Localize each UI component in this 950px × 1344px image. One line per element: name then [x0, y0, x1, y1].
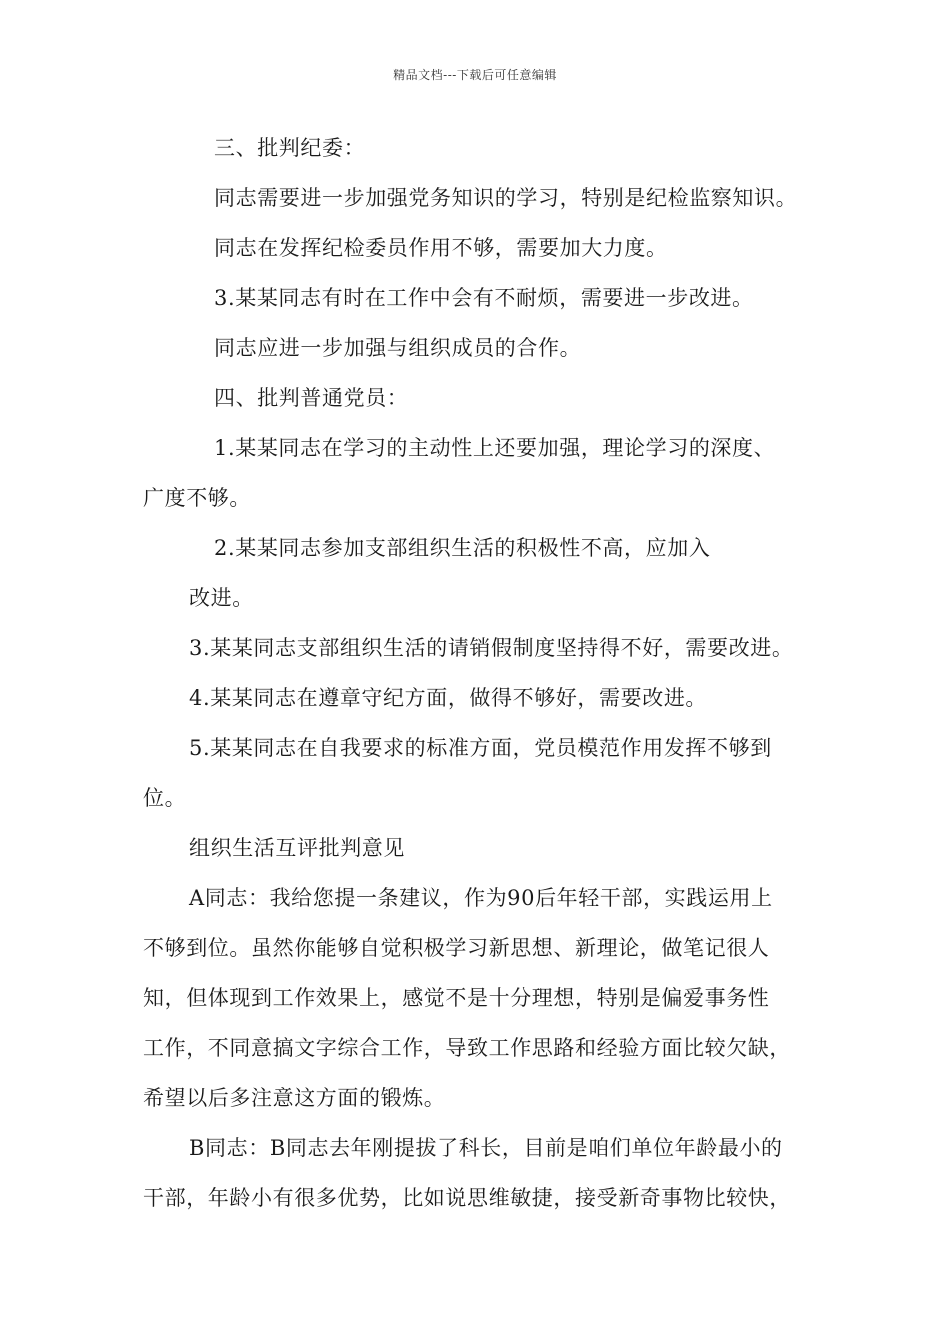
subsection-title: 组织生活互评批判意见: [189, 836, 405, 860]
paragraph-line: 3.某某同志有时在工作中会有不耐烦，需要进一步改进。: [214, 286, 754, 310]
section-heading-discipline: 三、批判纪委：: [214, 136, 366, 160]
paragraph-line: 2.某某同志参加支部组织生活的积极性不高，应加入: [214, 536, 711, 560]
paragraph-line: 广度不够。: [143, 486, 251, 510]
paragraph-line: A同志：我给您提一条建议，作为90后年轻干部，实践运用上: [189, 886, 773, 910]
paragraph-line: 3.某某同志支部组织生活的请销假制度坚持得不好，需要改进。: [189, 636, 794, 660]
paragraph-line: 4.某某同志在遵章守纪方面，做得不够好，需要改进。: [189, 686, 708, 710]
paragraph-line: 1.某某同志在学习的主动性上还要加强，理论学习的深度、: [214, 436, 776, 460]
paragraph-line: 位。: [143, 786, 187, 810]
paragraph-line: B同志：B同志去年刚提拔了科长，目前是咱们单位年龄最小的: [189, 1136, 783, 1160]
section-heading-members: 四、批判普通党员：: [214, 386, 409, 410]
page-header: 精品文档---下载后可任意编辑: [393, 68, 557, 82]
paragraph-line: 干部，年龄小有很多优势，比如说思维敏捷，接受新奇事物比较快，: [143, 1186, 791, 1210]
paragraph-line: 改进。: [189, 586, 254, 610]
paragraph-line: 同志需要进一步加强党务知识的学习，特别是纪检监察知识。: [214, 186, 798, 210]
paragraph-line: 5.某某同志在自我要求的标准方面，党员模范作用发挥不够到: [189, 736, 772, 760]
paragraph-line: 不够到位。虽然你能够自觉积极学习新思想、新理论，做笔记很人: [143, 936, 770, 960]
paragraph-line: 知，但体现到工作效果上，感觉不是十分理想，特别是偏爱事务性: [143, 986, 770, 1010]
paragraph-line: 同志在发挥纪检委员作用不够，需要加大力度。: [214, 236, 668, 260]
paragraph-line: 同志应进一步加强与组织成员的合作。: [214, 336, 582, 360]
paragraph-line: 工作，不同意搞文字综合工作，导致工作思路和经验方面比较欠缺，: [143, 1036, 791, 1060]
paragraph-line: 希望以后多注意这方面的锻炼。: [143, 1086, 446, 1110]
